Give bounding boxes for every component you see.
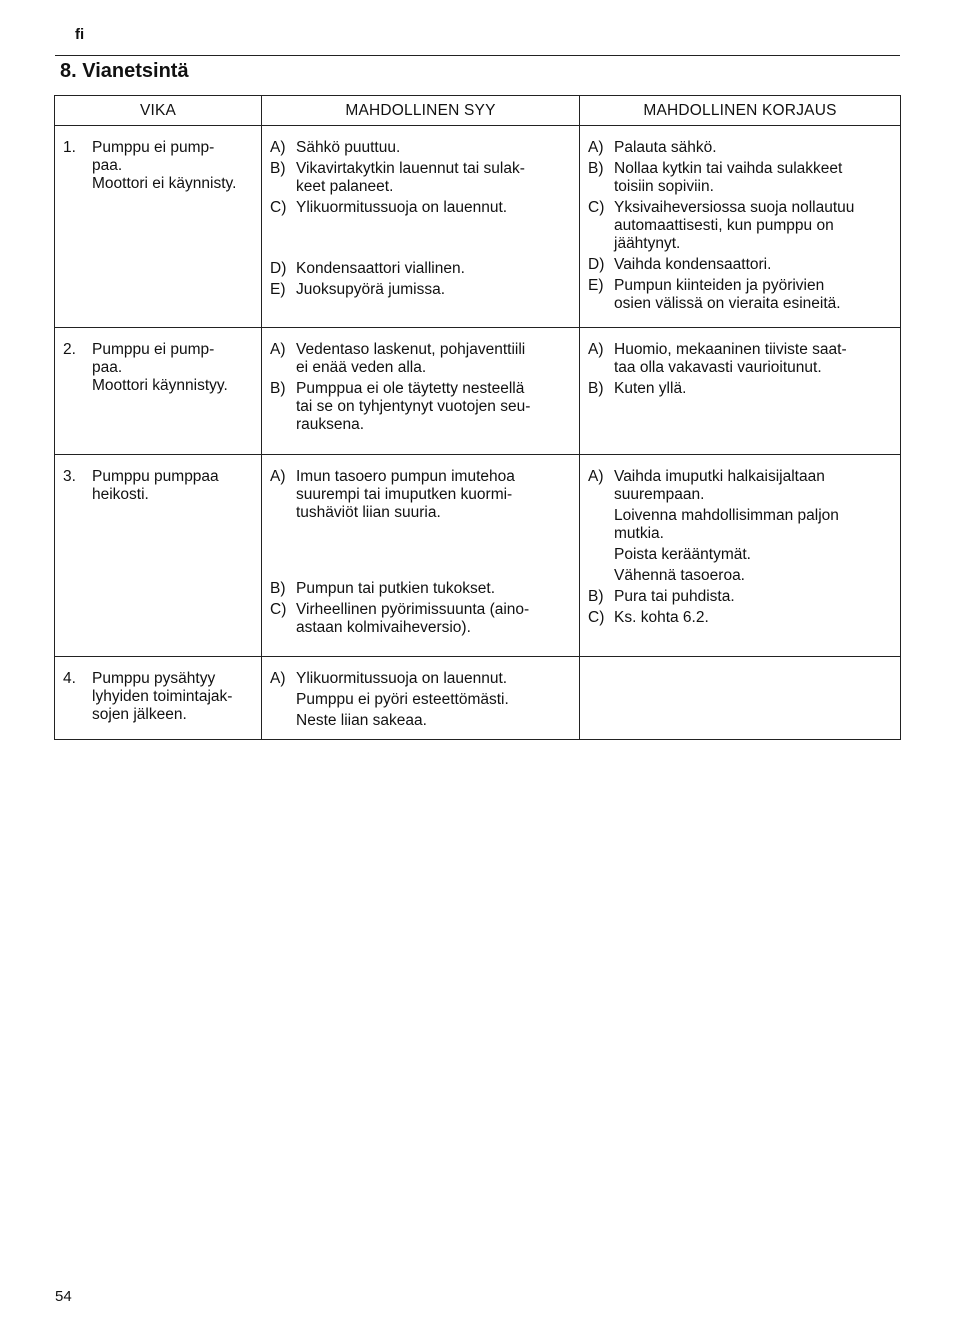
fault-text: paa. bbox=[92, 157, 123, 174]
fix-label: C) bbox=[588, 199, 605, 216]
fix-text: Yksivaiheversiossa suoja nollautuu automaattisesti, kun pumppu on jäähtynyt. bbox=[614, 199, 855, 252]
cause-text: Pumppua ei ole täytetty nesteellä tai se on tyhjentynyt vuotojen seu- rauksena. bbox=[296, 380, 531, 433]
fix-text: Vaihda imuputki halkaisijaltaan suurempaan. bbox=[614, 468, 825, 503]
fix-label: E) bbox=[588, 277, 604, 294]
cause-label: B) bbox=[270, 380, 286, 397]
cause-label: A) bbox=[270, 139, 286, 156]
fault-cell bbox=[55, 328, 262, 455]
fix-label: B) bbox=[588, 160, 604, 177]
fault-cell bbox=[55, 657, 262, 740]
fix-text: Poista kerääntymät. bbox=[614, 546, 751, 563]
cause-item bbox=[270, 670, 575, 688]
fix-item bbox=[588, 256, 896, 274]
cause-text: Pumpun tai putkien tukokset. bbox=[296, 580, 496, 597]
fault-number: 1. bbox=[63, 139, 76, 156]
fix-text: Nollaa kytkin tai vaihda sulakkeet toisiin sopiviin. bbox=[614, 160, 843, 195]
column-header-fault: VIKA bbox=[55, 96, 262, 126]
fix-item bbox=[588, 609, 896, 627]
cause-label: A) bbox=[270, 341, 286, 358]
cause-text: Juoksupyörä jumissa. bbox=[296, 281, 446, 298]
fault-number: 3. bbox=[63, 468, 76, 485]
cause-text: Virheellinen pyörimissuunta (aino- astaan kolmivaiheversio). bbox=[296, 601, 530, 636]
fix-text: Vähennä tasoeroa. bbox=[614, 567, 745, 584]
cause-item bbox=[270, 580, 575, 598]
fix-text: Vaihda kondensaattori. bbox=[614, 256, 772, 273]
language-code: fi bbox=[75, 26, 85, 43]
fault-text: Moottori ei käynnisty. bbox=[92, 175, 237, 192]
fix-item bbox=[588, 588, 896, 606]
fault-number: 4. bbox=[63, 670, 76, 687]
cause-label: D) bbox=[270, 260, 287, 277]
cause-label: C) bbox=[270, 199, 287, 216]
fix-label: B) bbox=[588, 380, 604, 397]
fault-cell bbox=[55, 455, 262, 657]
fault-text: Pumppu ei pump- bbox=[92, 139, 215, 156]
table-row bbox=[55, 455, 901, 657]
cause-text: Ylikuormitussuoja on lauennut. bbox=[296, 670, 508, 687]
cause-text: Sähkö puuttuu. bbox=[296, 139, 401, 156]
cause-text: Neste liian sakeaa. bbox=[296, 712, 427, 729]
fix-cell bbox=[580, 328, 901, 455]
cause-label: A) bbox=[270, 670, 286, 687]
fix-label: C) bbox=[588, 609, 605, 626]
cause-item bbox=[270, 260, 575, 278]
fix-item bbox=[588, 468, 896, 504]
fix-item bbox=[588, 160, 896, 196]
cause-item bbox=[270, 199, 575, 217]
fault-text: paa. bbox=[92, 359, 123, 376]
table-row bbox=[55, 328, 901, 455]
fix-text: Huomio, mekaaninen tiiviste saat- taa olla vakavasti vaurioitunut. bbox=[614, 341, 847, 376]
cause-item bbox=[270, 601, 575, 637]
cause-label: B) bbox=[270, 580, 286, 597]
fault-text: Pumppu pumppaa bbox=[92, 468, 219, 485]
cause-item bbox=[270, 380, 575, 434]
table-row bbox=[55, 657, 901, 740]
fault-number: 2. bbox=[63, 341, 76, 358]
fault-text: heikosti. bbox=[92, 486, 149, 503]
fault-cell bbox=[55, 126, 262, 328]
cause-cell bbox=[262, 455, 580, 657]
fix-item bbox=[588, 139, 896, 157]
fix-text: Loivenna mahdollisimman paljon mutkia. bbox=[614, 507, 839, 542]
cause-cell bbox=[262, 328, 580, 455]
fix-cell bbox=[580, 126, 901, 328]
fault-text: Pumppu pysähtyy bbox=[92, 670, 216, 687]
cause-item bbox=[270, 341, 575, 377]
column-header-fix: MAHDOLLINEN KORJAUS bbox=[580, 96, 901, 126]
cause-cell bbox=[262, 126, 580, 328]
cause-item bbox=[270, 281, 575, 299]
page-number: 54 bbox=[55, 1288, 72, 1305]
cause-text: Vikavirtakytkin lauennut tai sulak- keet palaneet. bbox=[296, 160, 525, 195]
fix-text: Kuten yllä. bbox=[614, 380, 687, 397]
fix-text: Pura tai puhdista. bbox=[614, 588, 735, 605]
fix-item bbox=[588, 341, 896, 377]
cause-label: A) bbox=[270, 468, 286, 485]
cause-item bbox=[270, 139, 575, 157]
fault-text: lyhyiden toimintajak- bbox=[92, 688, 233, 705]
cause-label: C) bbox=[270, 601, 287, 618]
cause-text: Vedentaso laskenut, pohjaventtiili ei enää veden alla. bbox=[296, 341, 526, 376]
fix-text: Pumpun kiinteiden ja pyörivien osien välissä on vieraita esineitä. bbox=[614, 277, 841, 312]
fix-label: A) bbox=[588, 468, 604, 485]
fix-cell bbox=[580, 455, 901, 657]
fix-label: A) bbox=[588, 341, 604, 358]
fix-cell bbox=[580, 657, 901, 740]
cause-item bbox=[270, 468, 575, 522]
fault-text: Moottori käynnistyy. bbox=[92, 377, 228, 394]
fix-item bbox=[588, 277, 896, 313]
table-row bbox=[55, 126, 901, 328]
fault-text: sojen jälkeen. bbox=[92, 706, 187, 723]
cause-label: E) bbox=[270, 281, 286, 298]
cause-text: Kondensaattori viallinen. bbox=[296, 260, 465, 277]
cause-item bbox=[270, 160, 575, 196]
fix-item bbox=[588, 199, 896, 253]
section-title: 8. Vianetsintä bbox=[60, 60, 189, 82]
cause-cell bbox=[262, 657, 580, 740]
cause-text: Imun tasoero pumpun imutehoa suurempi tai imuputken kuormi- tushäviöt liian suuria. bbox=[296, 468, 515, 521]
column-header-cause: MAHDOLLINEN SYY bbox=[262, 96, 580, 126]
troubleshooting-table bbox=[54, 95, 901, 740]
fix-label: B) bbox=[588, 588, 604, 605]
cause-text: Ylikuormitussuoja on lauennut. bbox=[296, 199, 508, 216]
fix-label: D) bbox=[588, 256, 605, 273]
fault-text: Pumppu ei pump- bbox=[92, 341, 215, 358]
header-divider bbox=[55, 55, 900, 56]
fix-label: A) bbox=[588, 139, 604, 156]
cause-label: B) bbox=[270, 160, 286, 177]
fix-text: Palauta sähkö. bbox=[614, 139, 717, 156]
fix-item bbox=[588, 380, 896, 398]
table-header-row bbox=[55, 96, 901, 126]
cause-text: Pumppu ei pyöri esteettömästi. bbox=[296, 691, 509, 708]
fix-text: Ks. kohta 6.2. bbox=[614, 609, 709, 626]
